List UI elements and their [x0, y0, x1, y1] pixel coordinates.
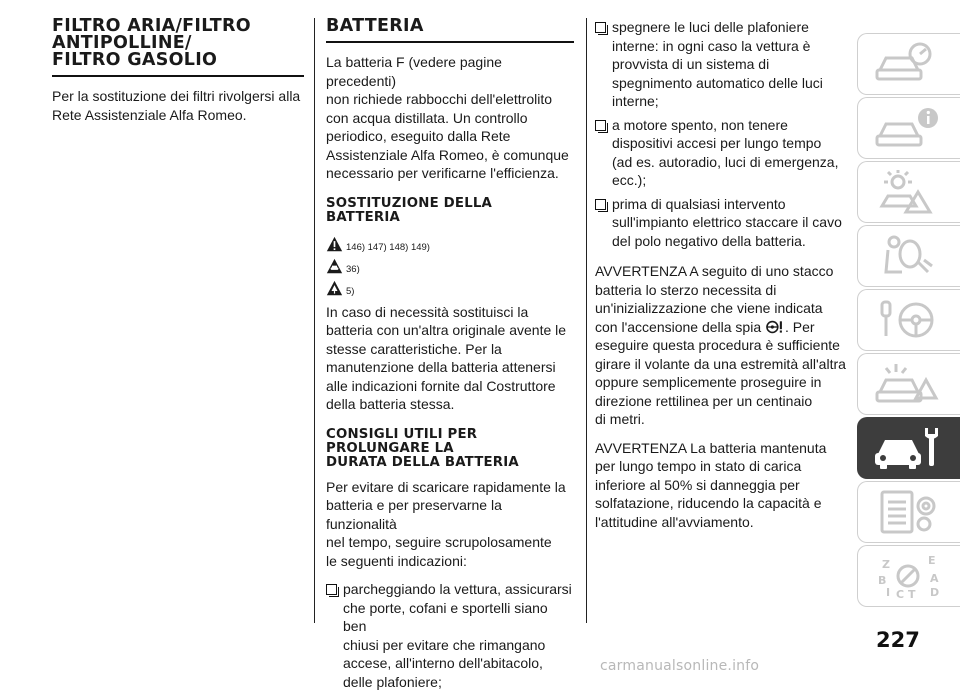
checkbox-bullet-icon: [326, 584, 337, 595]
car-info-icon: [872, 104, 946, 152]
subheading-line: CONSIGLI UTILI PER: [326, 426, 478, 442]
column-filters: [52, 18, 304, 134]
checkbox-bullet-icon: [595, 120, 606, 131]
text-line: accese, all'interno dell'abitacolo,: [343, 655, 543, 671]
text-line: eseguire questa procedura è sufficiente: [595, 337, 840, 353]
warning-steering-paragraph: [595, 262, 847, 429]
checkbox-bullet-icon: [595, 199, 606, 210]
heading-rule: [326, 41, 574, 43]
text-line: . Per: [785, 318, 815, 335]
text-line: batteria lo sterzo necessita di: [595, 281, 777, 298]
watermark: carmanualsonline.info: [600, 658, 760, 674]
text-line: inferiore al 50% si danneggia per: [595, 476, 800, 493]
text-line: direzione rettilinea per un centinaio: [595, 392, 813, 409]
subheading-line: BATTERIA: [326, 209, 400, 225]
text-line: solfatazione, riducendo la capacità e: [595, 495, 822, 511]
filters-paragraph: [52, 87, 304, 124]
subheading-line: PROLUNGARE LA: [326, 440, 454, 456]
environment-reference-row: [326, 277, 574, 297]
text-line: spegnere le luci delle plafoniere: [612, 19, 809, 35]
list-item: [595, 195, 847, 251]
tips-paragraph: [326, 478, 574, 571]
danger-references: 146) 147) 148) 149): [346, 241, 430, 253]
text-line: sull'impianto elettrico staccare il cavo: [612, 214, 842, 230]
column-divider: [314, 18, 315, 623]
tab-warning-lights[interactable]: [857, 161, 960, 223]
text-line: parcheggiando la vettura, assicurarsi: [343, 581, 572, 597]
text-line: con l'accensione della spia: [595, 318, 762, 335]
text-line: per lungo tempo in stato di carica: [595, 458, 802, 474]
index-letter: D: [930, 586, 940, 599]
text-line: In caso di necessità sostituisci la: [326, 303, 529, 320]
text-line: l'attitudine all'avviamento.: [595, 513, 754, 530]
filters-heading-line: FILTRO GASOLIO: [52, 50, 218, 70]
text-line: necessario per verificarne l'efficienza.: [326, 165, 559, 181]
column-divider: [586, 18, 587, 623]
text-line: un'inizializzazione che viene indicata: [595, 300, 823, 316]
battery-heading: BATTERIA: [326, 16, 424, 36]
index-letter: B: [878, 574, 887, 587]
text-line: della batteria stessa.: [326, 396, 455, 412]
text-line: Rete Assistenziale Alfa Romeo.: [52, 106, 247, 123]
text-line: manutenzione della batteria attenersi: [326, 359, 556, 375]
text-line: nel tempo, seguire scrupolosamente: [326, 534, 552, 550]
tab-car-dashboard[interactable]: [857, 33, 960, 95]
text-line: Per la sostituzione dei filtri rivolgersi alla: [52, 88, 301, 104]
text-line: dispositivi accesi per lungo tempo: [612, 135, 822, 151]
text-line: interne: in ogni caso la vettura è: [612, 37, 811, 54]
text-line: non richiede rabbocchi dell'elettrolito: [326, 91, 553, 107]
tab-car-wrench[interactable]: [857, 417, 960, 479]
text-line: stesse caratteristiche. Per la: [326, 340, 502, 357]
filters-heading-line: ANTIPOLLINE/: [52, 33, 192, 53]
text-line: girare il volante da una estremità all'altra: [595, 355, 846, 372]
text-line: interne;: [612, 93, 659, 109]
text-line: ecc.);: [612, 172, 647, 188]
car-dashboard-icon: [872, 40, 946, 88]
text-line: Assistenziale Alfa Romeo, è comunque: [326, 146, 569, 163]
filters-heading-line: FILTRO ARIA/FILTRO: [52, 16, 251, 36]
list-item: [326, 580, 574, 691]
tab-specs-document[interactable]: [857, 481, 960, 543]
index-letter: I: [886, 586, 891, 599]
text-line: del polo negativo della batteria.: [612, 232, 806, 249]
text-line: AVVERTENZA La batteria mantenuta: [595, 439, 827, 456]
text-line: Per evitare di scaricare rapidamente la: [326, 478, 566, 495]
text-line: di metri.: [595, 411, 645, 427]
text-line: che porte, cofani e sportelli siano ben: [343, 599, 548, 634]
replacement-subheading: [326, 197, 574, 225]
warning-charge-paragraph: [595, 439, 847, 532]
tab-airbag-seat[interactable]: [857, 225, 960, 287]
tips-subheading: [326, 428, 574, 470]
index-letter: Z: [882, 558, 890, 571]
tab-car-emergency[interactable]: [857, 353, 960, 415]
index-letter: T: [908, 588, 916, 600]
warning-reference-row: [326, 255, 574, 275]
environment-tree-icon: [326, 280, 343, 297]
text-line: provvista di un sistema di: [612, 56, 770, 72]
text-line: (ad es. autoradio, luci di emergenza,: [612, 153, 839, 170]
danger-reference-row: [326, 233, 574, 253]
column-battery: [326, 18, 574, 696]
checkbox-bullet-icon: [595, 22, 606, 33]
list-item: [595, 18, 847, 111]
specs-document-gear-icon: [872, 488, 946, 536]
subheading-line: SOSTITUZIONE DELLA: [326, 195, 493, 211]
text-line: oppure semplicemente proseguire in: [595, 374, 822, 390]
page-number: 227: [876, 628, 920, 652]
index-letter: C: [896, 588, 905, 600]
column-battery-tips: [595, 18, 847, 541]
text-line: spegnimento automatico delle luci: [612, 74, 823, 91]
list-item: [595, 116, 847, 190]
airbag-seat-icon: [872, 232, 946, 280]
danger-triangle-icon: [326, 236, 343, 253]
warning-lights-icon: [872, 168, 946, 216]
warning-references: 36): [346, 263, 360, 275]
text-line: AVVERTENZA A seguito di uno stacco: [595, 263, 834, 279]
index-letter: E: [928, 554, 936, 567]
environment-references: 5): [346, 285, 355, 297]
text-line: chiusi per evitare che rimangano: [343, 636, 546, 653]
car-emergency-icon: [872, 360, 946, 408]
index-letter: A: [930, 572, 939, 585]
text-line: delle plafoniere;: [343, 673, 442, 690]
warning-car-icon: [326, 258, 343, 275]
steering-warning-light-icon: [765, 320, 785, 334]
heading-rule: [52, 75, 304, 77]
text-line: La batteria F (vedere pagine precedenti): [326, 54, 502, 89]
battery-intro: [326, 53, 574, 183]
alphabetical-index-icon: [872, 552, 946, 600]
tab-alphabetical-index[interactable]: [857, 545, 960, 607]
text-line: batteria e per preservarne la funzionalità: [326, 497, 502, 532]
replacement-paragraph: [326, 303, 574, 414]
tab-car-info[interactable]: [857, 97, 960, 159]
text-line: prima di qualsiasi intervento: [612, 195, 786, 212]
text-line: batteria con un'altra originale avente le: [326, 322, 567, 338]
text-line: a motore spento, non tenere: [612, 116, 788, 133]
subheading-line: DURATA DELLA BATTERIA: [326, 454, 519, 470]
key-steering-wheel-icon: [872, 296, 946, 344]
filters-heading: [52, 18, 304, 75]
text-line: alle indicazioni fornite dal Costruttore: [326, 377, 556, 394]
text-line: periodico, eseguito dalla Rete: [326, 128, 511, 144]
car-wrench-icon: [872, 424, 946, 472]
tab-key-steering-wheel[interactable]: [857, 289, 960, 351]
text-line: le seguenti indicazioni:: [326, 552, 467, 569]
text-line: con acqua distillata. Un controllo: [326, 109, 528, 126]
